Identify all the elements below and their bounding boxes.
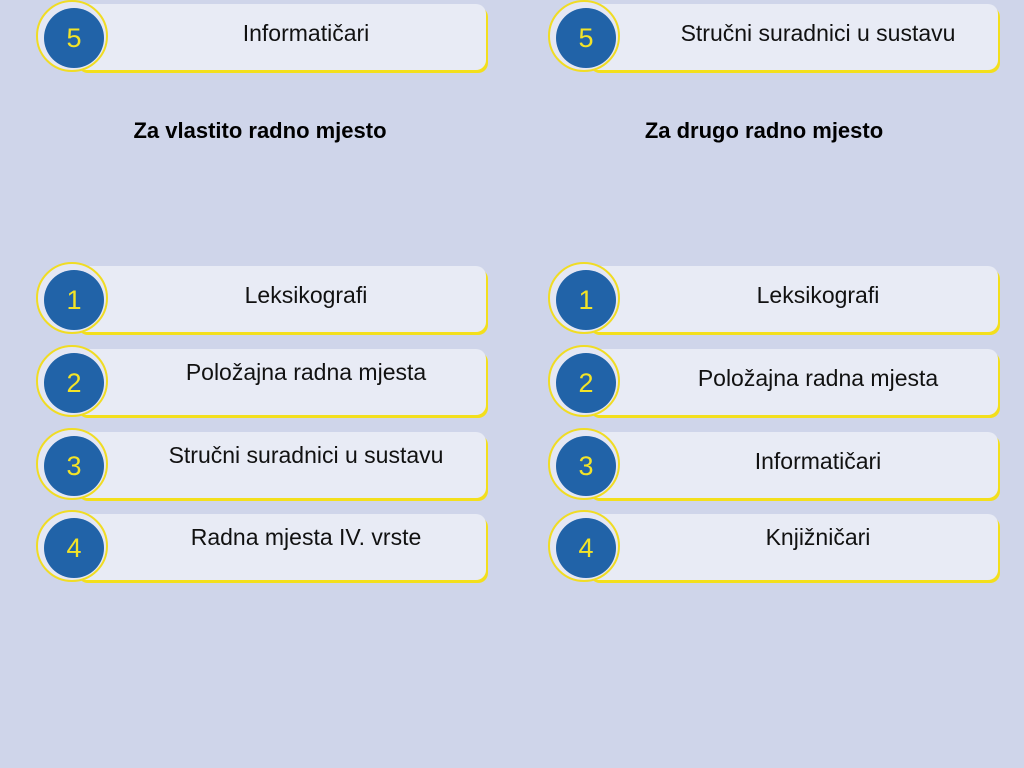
item-bar [76,349,486,415]
item-label: Informatičari [242,19,370,46]
right-column-title: Za drugo radno mjesto [644,118,884,143]
right-item-3 [548,428,1008,504]
number-badge: 5 [556,8,616,68]
number-badge: 3 [44,436,104,496]
left-column [36,0,496,768]
item-label: Leksikografi [756,281,880,308]
item-bar [588,349,998,415]
number-badge: 4 [556,518,616,578]
item-label: Položajna radna mjesta [185,358,427,385]
right-item-4 [548,510,1008,586]
item-bar [76,514,486,580]
left-item-1 [36,262,496,338]
item-bar [76,4,486,70]
item-bar [588,432,998,498]
number-badge: 2 [556,353,616,413]
item-label: Stručni suradnici u sustavu [680,19,956,46]
right-column [548,0,1008,768]
item-bar [76,266,486,332]
item-label: Radna mjesta IV. vrste [190,523,422,550]
right-item-2 [548,345,1008,421]
item-label: Leksikografi [244,281,368,308]
left-item-3 [36,428,496,504]
item-bar [76,432,486,498]
left-item-2 [36,345,496,421]
number-badge: 4 [44,518,104,578]
number-badge: 3 [556,436,616,496]
item-label: Knjižničari [765,523,871,550]
number-badge: 1 [556,270,616,330]
right-item-1 [548,262,1008,338]
item-bar [588,266,998,332]
item-bar [588,4,998,70]
item-label: Položajna radna mjesta [697,364,939,391]
right-item-5 [548,0,1008,76]
item-bar [588,514,998,580]
item-label: Informatičari [754,447,882,474]
left-item-5 [36,0,496,76]
number-badge: 2 [44,353,104,413]
left-item-4 [36,510,496,586]
number-badge: 5 [44,8,104,68]
number-badge: 1 [44,270,104,330]
left-column-title: Za vlastito radno mjesto [133,118,387,143]
item-label: Stručni suradnici u sustavu [168,441,444,468]
